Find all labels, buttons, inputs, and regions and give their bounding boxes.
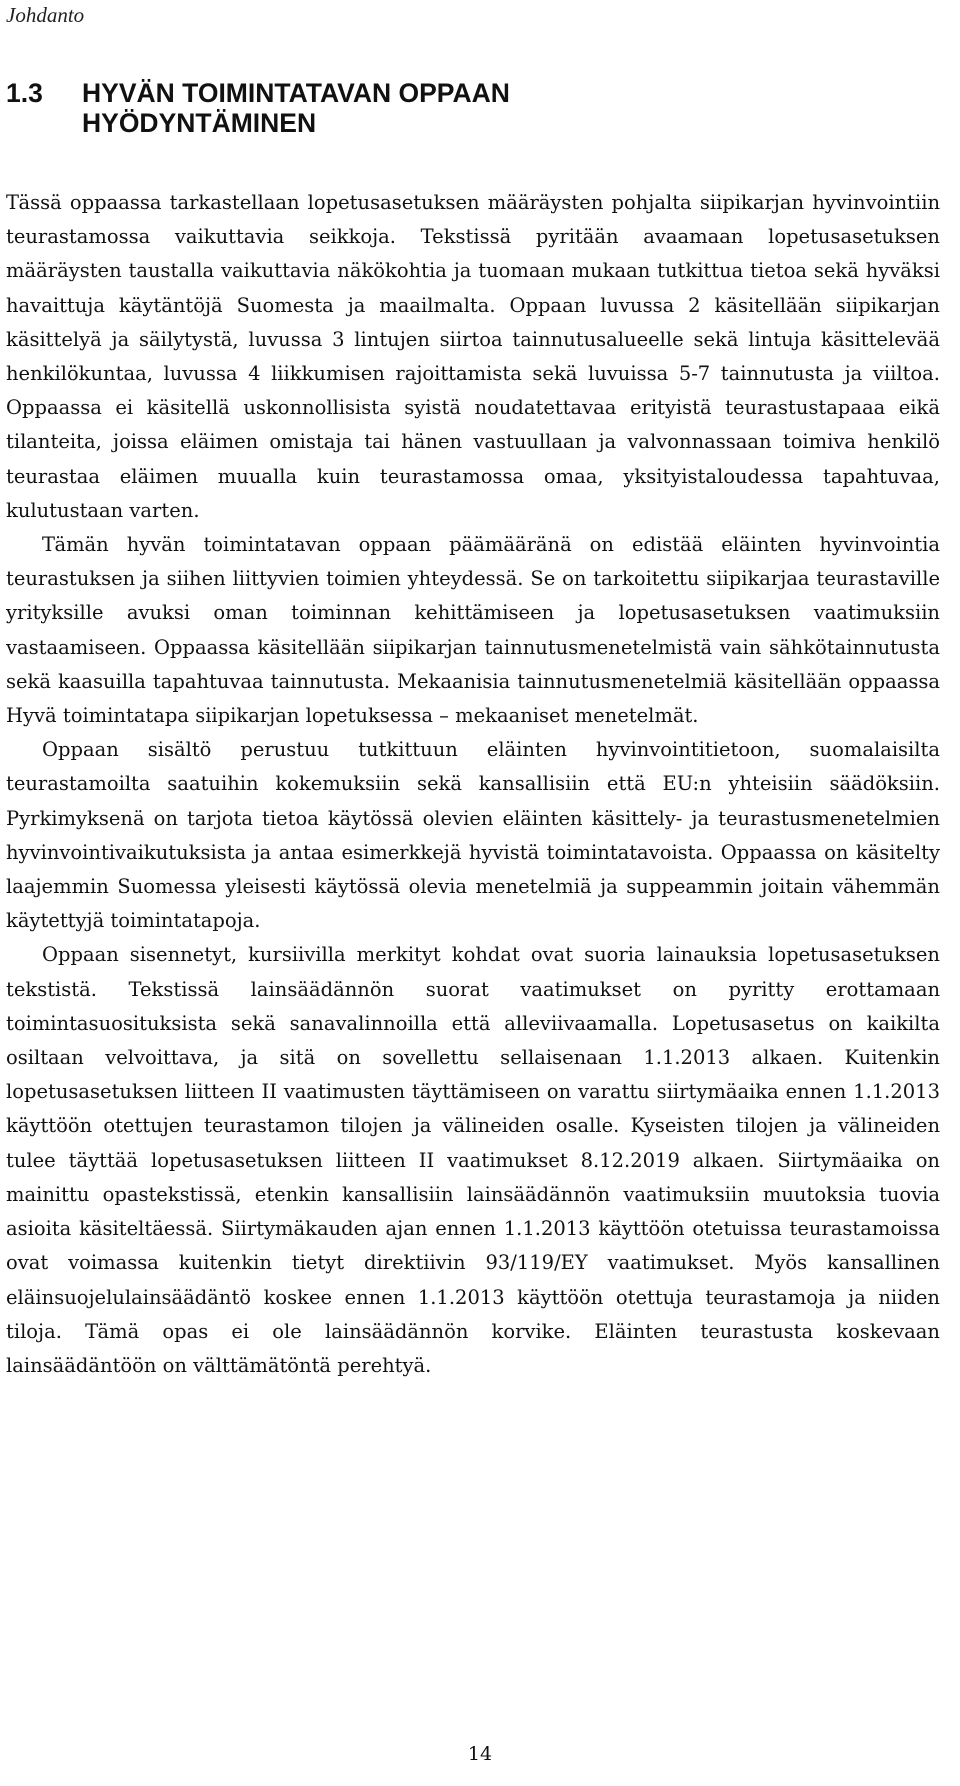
section-number: 1.3 xyxy=(6,78,43,108)
section-heading xyxy=(6,78,666,138)
paragraph-4: Oppaan sisennetyt, kursiivilla merkityt kohdat ovat suoria lainauksia lopetusasetuksen tekstistä. Tekstissä lainsäädännön suorat vaatimukset on pyritty erottamaan toimintasuosituksista sekä sanavalinnoilla että alleviivaamalla. Lopetusasetus on kaikilta osiltaan velvoittava, ja sitä on sovellettu sellaisenaan 1.1.2013 alkaen. Kuitenkin lopetusasetuksen liitteen II vaatimusten täyttämiseen on varattu siirtymäaika ennen 1.1.2013 käyttöön otettujen teurastamon tilojen ja välineiden osalle. Kyseisten tilojen ja välineiden tulee täyttää lopetusasetuksen liitteen II vaatimukset 8.12.2019 alkaen. Siirtymäaika on mainittu opastekstissä, etenkin kansallisiin lainsäädännön vaatimuksiin muutoksia tuovia asioita käsiteltäessä. Siirtymäkauden ajan ennen 1.1.2013 käyttöön otetuissa teurastamoissa ovat voimassa kuitenkin tietyt direktiivin 93/119/EY vaatimukset. Myös kansallinen eläinsuojelulainsäädäntö koskee ennen 1.1.2013 käyttöön otettuja teurastamoja ja niiden tiloja. Tämä opas ei ole lainsäädännön korvike. Eläinten teurastusta koskevaan lainsäädäntöön on välttämätöntä perehtyä. xyxy=(6,943,940,1377)
running-header: Johdanto xyxy=(6,3,85,27)
paragraph-3: Oppaan sisältö perustuu tutkittuun eläinten hyvinvointitietoon, suomalaisilta teurastamoilta saatuihin kokemuksiin sekä kansallisiin että EU:n yhteisiin säädöksiin. Pyrkimyksenä on tarjota tietoa käytössä olevien eläinten käsittely- ja teurastusmenetelmien hyvinvointivaikutuksista ja antaa esimerkkejä hyvistä toimintatavoista. Oppaassa on käsitelty laajemmin Suomessa yleisesti käytössä olevia menetelmiä ja suppeammin joitain vähemmän käytettyjä toimintatapoja. xyxy=(6,738,940,933)
paragraph-1: Tässä oppaassa tarkastellaan lopetusasetuksen määräysten pohjalta siipikarjan hyvinvointiin teurastamossa vaikuttavia seikkoja. Tekstissä pyritään avaamaan lopetusasetuksen määräysten taustalla vaikuttavia näkökohtia ja tuomaan mukaan tutkittua tietoa sekä hyväksi havaittuja käytäntöjä Suomesta ja maailmalta. Oppaan luvussa 2 käsitellään siipikarjan käsittelyä ja säilytystä, luvussa 3 lintujen siirtoa tainnutusalueelle sekä lintuja käsittelevää henkilökuntaa, luvussa 4 liikkumisen rajoittamista sekä luvuissa 5-7 tainnutusta ja viiltoa. Oppaassa ei käsitellä uskonnollisista syistä noudatettavaa erityistä teurastustapaaa eikä tilanteita, joissa eläimen omistaja tai hänen vastuullaan ja valvonnassaan toimiva henkilö teurastaa eläimen muualla kuin teurastamossa omaa, yksityistaloudessa tapahtuvaa, kulutustaan varten. xyxy=(6,191,940,522)
section-title-line2: HYÖDYNTÄMINEN xyxy=(82,108,317,138)
page-number: 14 xyxy=(467,1743,493,1765)
section-title-line1: HYVÄN TOIMINTATAVAN OPPAAN xyxy=(82,78,510,108)
paragraph-2: Tämän hyvän toimintatavan oppaan päämääränä on edistää eläinten hyvinvointia teurastuksen ja siihen liittyvien toimien yhteydessä. Se on tarkoitettu siipikarjaa teurastaville yrityksille avuksi oman toiminnan kehittämiseen ja lopetusasetuksen vaatimuksiin vastaamiseen. Oppaassa käsitellään siipikarjan tainnutusmenetelmistä vain sähkötainnutusta sekä kaasuilla tapahtuvaa tainnutusta. Mekaanisia tainnutusmenetelmiä käsitellään oppaassa Hyvä toimintatapa siipikarjan lopetuksessa – mekaaniset menetelmät. xyxy=(6,533,940,728)
body-text xyxy=(6,186,940,1383)
